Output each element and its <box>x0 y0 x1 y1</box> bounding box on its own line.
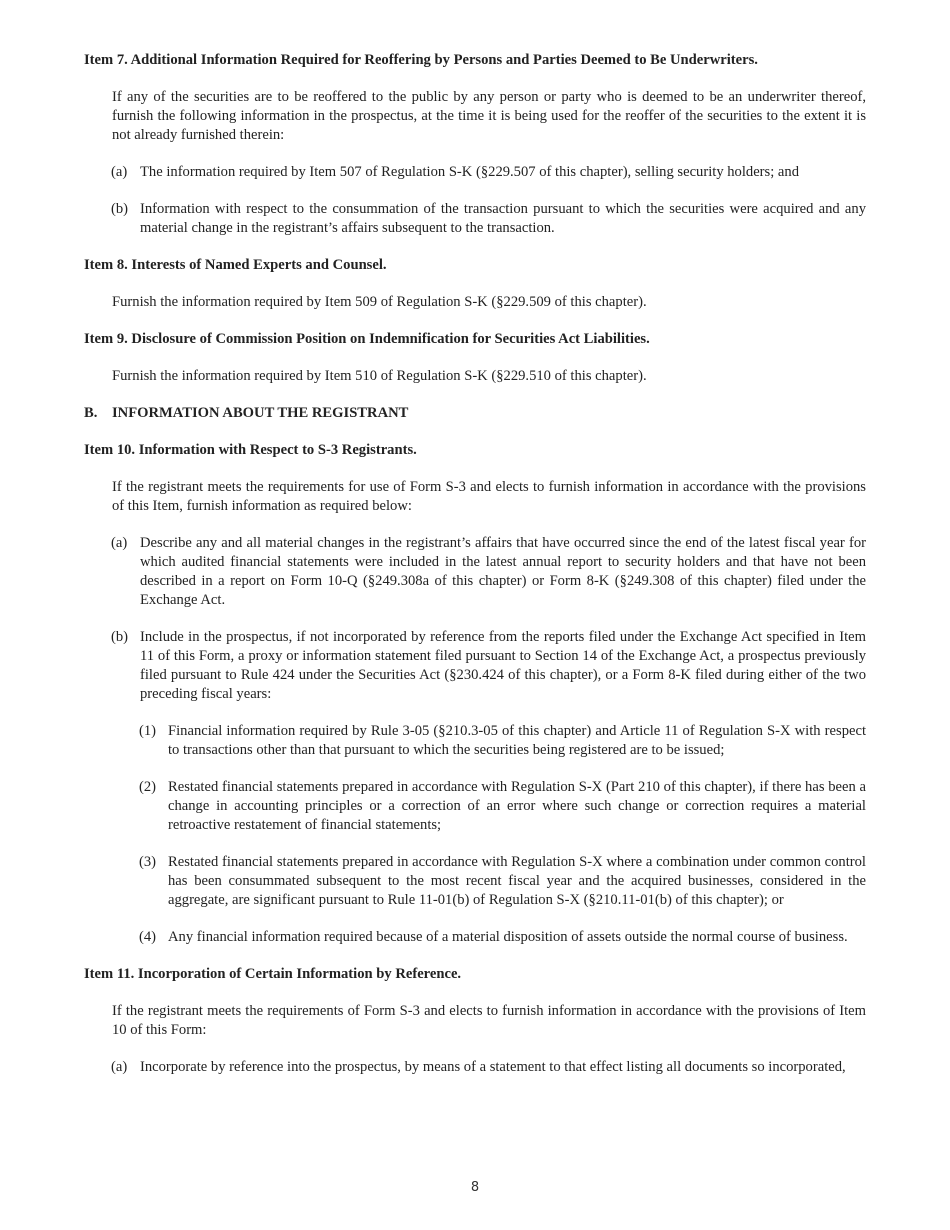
item11-a <box>111 1058 866 1077</box>
subitem-label: (1) <box>139 723 157 739</box>
subitem-text: Restated financial statements prepared in accordance with Regulation S-X (Part 210 of this chapter), if there has been a change in accounting principles or a correction of an error where such change or correction requires a material retroactive restatement of financial statements; <box>168 779 866 833</box>
document-page <box>84 51 866 1095</box>
subitem-label: (2) <box>139 779 157 795</box>
subitem-text: Any financial information required because of a material disposition of assets outside the normal course of business. <box>168 929 848 945</box>
section-letter: B. <box>84 405 98 421</box>
item7-b <box>111 200 866 238</box>
item10-b-4 <box>139 928 866 947</box>
item-text: Incorporate by reference into the prospectus, by means of a statement to that effect listing all documents so incorporated, <box>140 1059 846 1075</box>
item-label: (b) <box>111 629 129 645</box>
page-number: 8 <box>470 1180 480 1195</box>
item7-a <box>111 163 866 182</box>
subitem-label: (4) <box>139 929 157 945</box>
subitem-text: Restated financial statements prepared in accordance with Regulation S-X where a combination under common control has been consummated subsequent to the most recent fiscal year and the acquired businesses, considered in the aggregate, are significant pursuant to Rule 11-01(b) of Regulation S-X (§210.11-01(b) of this chapter); or <box>168 854 866 908</box>
item10-b <box>111 628 866 704</box>
subitem-text: Financial information required by Rule 3-05 (§210.3-05 of this chapter) and Article 11 of Regulation S-X with respect to transactions other than that pursuant to which the securities being registered are to be issued; <box>168 723 866 758</box>
item-text: The information required by Item 507 of Regulation S-K (§229.507 of this chapter), selling security holders; and <box>140 164 799 180</box>
item10-b-1 <box>139 722 866 760</box>
item-text: Describe any and all material changes in the registrant’s affairs that have occurred since the end of the latest fiscal year for which audited financial statements were included in the latest annual report to security holders and that have not been described in a report on Form 10-Q (§249.308a of this chapter) or Form 8-K (§249.308 of this chapter) filed under the Exchange Act. <box>140 535 866 608</box>
item10-heading: Item 10. Information with Respect to S-3 Registrants. <box>84 442 417 458</box>
item-label: (b) <box>111 201 129 217</box>
item7-intro: If any of the securities are to be reoffered to the public by any person or party who is deemed to be an underwriter thereof, furnish the following information in the prospectus, at the time it is being used for the reoffer of the securities to the extent it is not already furnished therein: <box>112 89 866 143</box>
item-label: (a) <box>111 164 128 180</box>
item9-heading: Item 9. Disclosure of Commission Position on Indemnification for Securities Act Liabilities. <box>84 331 650 347</box>
item-text: Include in the prospectus, if not incorporated by reference from the reports filed under the Exchange Act specified in Item 11 of this Form, a proxy or information statement filed pursuant to Section 14 of the Exchange Act, a prospectus previously filed pursuant to Rule 424 under the Securities Act (§230.424 of this chapter), or a Form 8-K filed during either of the two preceding fiscal years: <box>140 629 866 702</box>
item10-intro: If the registrant meets the requirements for use of Form S-3 and elects to furnish information in accordance with the provisions of this Item, furnish information as required below: <box>112 479 866 514</box>
item10-a <box>111 534 866 610</box>
item8-heading: Item 8. Interests of Named Experts and Counsel. <box>84 257 387 273</box>
item11-heading: Item 11. Incorporation of Certain Information by Reference. <box>84 966 462 982</box>
item-text: Information with respect to the consummation of the transaction pursuant to which the securities were acquired and any material change in the registrant’s affairs subsequent to the transaction. <box>140 201 866 236</box>
item-label: (a) <box>111 1059 128 1075</box>
item10-b-3 <box>139 853 866 910</box>
section-b-heading <box>84 404 866 423</box>
subitem-label: (3) <box>139 854 157 870</box>
section-title: INFORMATION ABOUT THE REGISTRANT <box>112 405 409 421</box>
item-label: (a) <box>111 535 128 551</box>
item7-heading: Item 7. Additional Information Required for Reoffering by Persons and Parties Deemed to Be Underwriters. <box>84 52 758 68</box>
item8-text: Furnish the information required by Item 509 of Regulation S-K (§229.509 of this chapter). <box>112 294 647 310</box>
item11-intro: If the registrant meets the requirements of Form S-3 and elects to furnish information in accordance with the provisions of Item 10 of this Form: <box>112 1003 866 1038</box>
item10-b-2 <box>139 778 866 835</box>
item9-text: Furnish the information required by Item 510 of Regulation S-K (§229.510 of this chapter). <box>112 368 647 384</box>
